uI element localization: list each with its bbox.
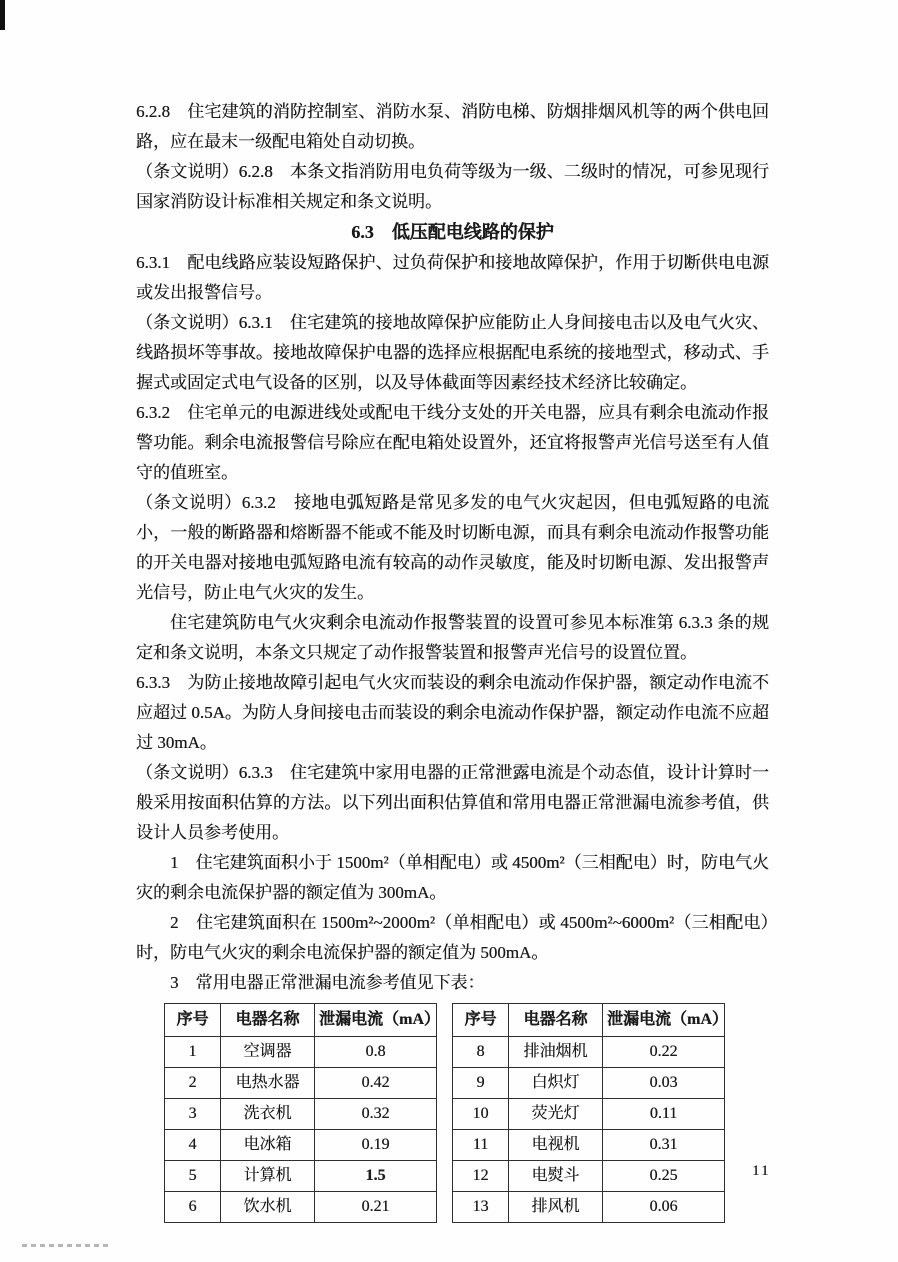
table-cell: 0.8 <box>315 1037 437 1068</box>
clause-6-3-1: 6.3.1 配电线路应装设短路保护、过负荷保护和接地故障保护，作用于切断供电电源或发出报警信号。 <box>136 253 769 302</box>
document-body <box>136 97 769 1223</box>
table-cell: 6 <box>165 1192 221 1223</box>
table-cell: 9 <box>453 1068 509 1099</box>
table-cell: 0.06 <box>603 1192 725 1223</box>
table-cell: 0.21 <box>315 1192 437 1223</box>
table-cell: 0.42 <box>315 1068 437 1099</box>
table-cell: 饮水机 <box>221 1192 315 1223</box>
table-cell: 4 <box>165 1130 221 1161</box>
scan-artifact-top-left <box>0 0 5 30</box>
table-cell: 电熨斗 <box>509 1161 603 1192</box>
table-cell: 13 <box>453 1192 509 1223</box>
note-6-3-2: （条文说明）6.3.2 接地电弧短路是常见多发的电气火灾起因，但电弧短路的电流小，一般的断路器和熔断器不能或不能及时切断电源，而具有剩余电流动作报警功能的开关电器对接地电弧短路电流有较高的动作灵敏度，能及时切断电源、发出报警声光信号，防止电气火灾的发生。 <box>136 493 769 602</box>
leakage-table-right <box>452 1003 728 1223</box>
table-row <box>165 1037 437 1068</box>
leakage-table-left <box>164 1003 440 1223</box>
table-cell: 10 <box>453 1099 509 1130</box>
scan-artifact-bottom-left <box>22 1244 110 1247</box>
table-header-cell: 泄漏电流（mA） <box>603 1004 725 1037</box>
table-header-row <box>453 1004 725 1037</box>
table-cell: 0.25 <box>603 1161 725 1192</box>
table-cell: 0.32 <box>315 1099 437 1130</box>
table-cell: 电冰箱 <box>221 1130 315 1161</box>
table-row <box>453 1161 725 1192</box>
table-row <box>453 1130 725 1161</box>
clause-6-2-8: 6.2.8 住宅建筑的消防控制室、消防水泵、消防电梯、防烟排烟风机等的两个供电回路，应在最末一级配电箱处自动切换。 <box>136 102 769 151</box>
table-cell: 0.11 <box>603 1099 725 1130</box>
table-cell: 0.22 <box>603 1037 725 1068</box>
table-header-cell: 泄漏电流（mA） <box>315 1004 437 1037</box>
table-row <box>165 1161 437 1192</box>
table-row <box>165 1099 437 1130</box>
table-cell: 电视机 <box>509 1130 603 1161</box>
table-cell: 空调器 <box>221 1037 315 1068</box>
note-6-3-3: （条文说明）6.3.3 住宅建筑中家用电器的正常泄露电流是个动态值，设计计算时一般采用按面积估算的方法。以下列出面积估算值和常用电器正常泄漏电流参考值，供设计人员参考使用。 <box>136 763 769 842</box>
list-item-1: 1 住宅建筑面积小于 1500m²（单相配电）或 4500m²（三相配电）时，防电气火灾的剩余电流保护器的额定值为 300mA。 <box>136 853 769 902</box>
section-heading-6-3: 6.3 低压配电线路的保护 <box>351 222 554 242</box>
table-header-cell: 电器名称 <box>509 1004 603 1037</box>
table-cell: 电热水器 <box>221 1068 315 1099</box>
paragraph-alarm-device: 住宅建筑防电气火灾剩余电流动作报警装置的设置可参见本标准第 6.3.3 条的规定和条文说明，本条文只规定了动作报警装置和报警声光信号的设置位置。 <box>136 613 769 662</box>
clause-6-3-3: 6.3.3 为防止接地故障引起电气火灾而装设的剩余电流动作保护器，额定动作电流不应超过 0.5A。为防人身间接电击而装设的剩余电流动作保护器，额定动作电流不应超过 30mA。 <box>136 673 769 752</box>
table-cell: 11 <box>453 1130 509 1161</box>
table-cell: 8 <box>453 1037 509 1068</box>
table-cell: 排油烟机 <box>509 1037 603 1068</box>
table-cell: 5 <box>165 1161 221 1192</box>
table-cell: 2 <box>165 1068 221 1099</box>
table-cell: 0.03 <box>603 1068 725 1099</box>
list-item-2: 2 住宅建筑面积在 1500m²~2000m²（单相配电）或 4500m²~6000m²（三相配电）时，防电气火灾的剩余电流保护器的额定值为 500mA。 <box>136 913 769 962</box>
note-6-3-1: （条文说明）6.3.1 住宅建筑的接地故障保护应能防止人身间接电击以及电气火灾、线路损坏等事故。接地故障保护电器的选择应根据配电系统的接地型式，移动式、手握式或固定式电气设备的区别，以及导体截面等因素经技术经济比较确定。 <box>136 313 769 392</box>
table-cell: 排风机 <box>509 1192 603 1223</box>
table-row <box>453 1099 725 1130</box>
table-cell: 0.19 <box>315 1130 437 1161</box>
table-header-cell: 序号 <box>453 1004 509 1037</box>
table-header-row <box>165 1004 437 1037</box>
table-cell: 1.5 <box>315 1161 437 1192</box>
table-cell: 3 <box>165 1099 221 1130</box>
page-number: 11 <box>752 1163 771 1179</box>
table-row <box>165 1130 437 1161</box>
table-header-cell: 序号 <box>165 1004 221 1037</box>
table-row <box>165 1068 437 1099</box>
table-header-cell: 电器名称 <box>221 1004 315 1037</box>
leakage-current-tables <box>164 1003 769 1223</box>
list-item-3: 3 常用电器正常泄漏电流参考值见下表： <box>170 973 485 992</box>
table-cell: 0.31 <box>603 1130 725 1161</box>
table-cell: 荧光灯 <box>509 1099 603 1130</box>
table-cell: 洗衣机 <box>221 1099 315 1130</box>
note-6-2-8: （条文说明）6.2.8 本条文指消防用电负荷等级为一级、二级时的情况，可参见现行国家消防设计标准相关规定和条文说明。 <box>136 162 769 211</box>
table-row <box>453 1037 725 1068</box>
table-cell: 计算机 <box>221 1161 315 1192</box>
table-cell: 1 <box>165 1037 221 1068</box>
table-row <box>453 1192 725 1223</box>
table-row <box>453 1068 725 1099</box>
table-cell: 白炽灯 <box>509 1068 603 1099</box>
clause-6-3-2: 6.3.2 住宅单元的电源进线处或配电干线分支处的开关电器，应具有剩余电流动作报警功能。剩余电流报警信号除应在配电箱处设置外，还宜将报警声光信号送至有人值守的值班室。 <box>136 403 769 482</box>
table-cell: 12 <box>453 1161 509 1192</box>
table-row <box>165 1192 437 1223</box>
